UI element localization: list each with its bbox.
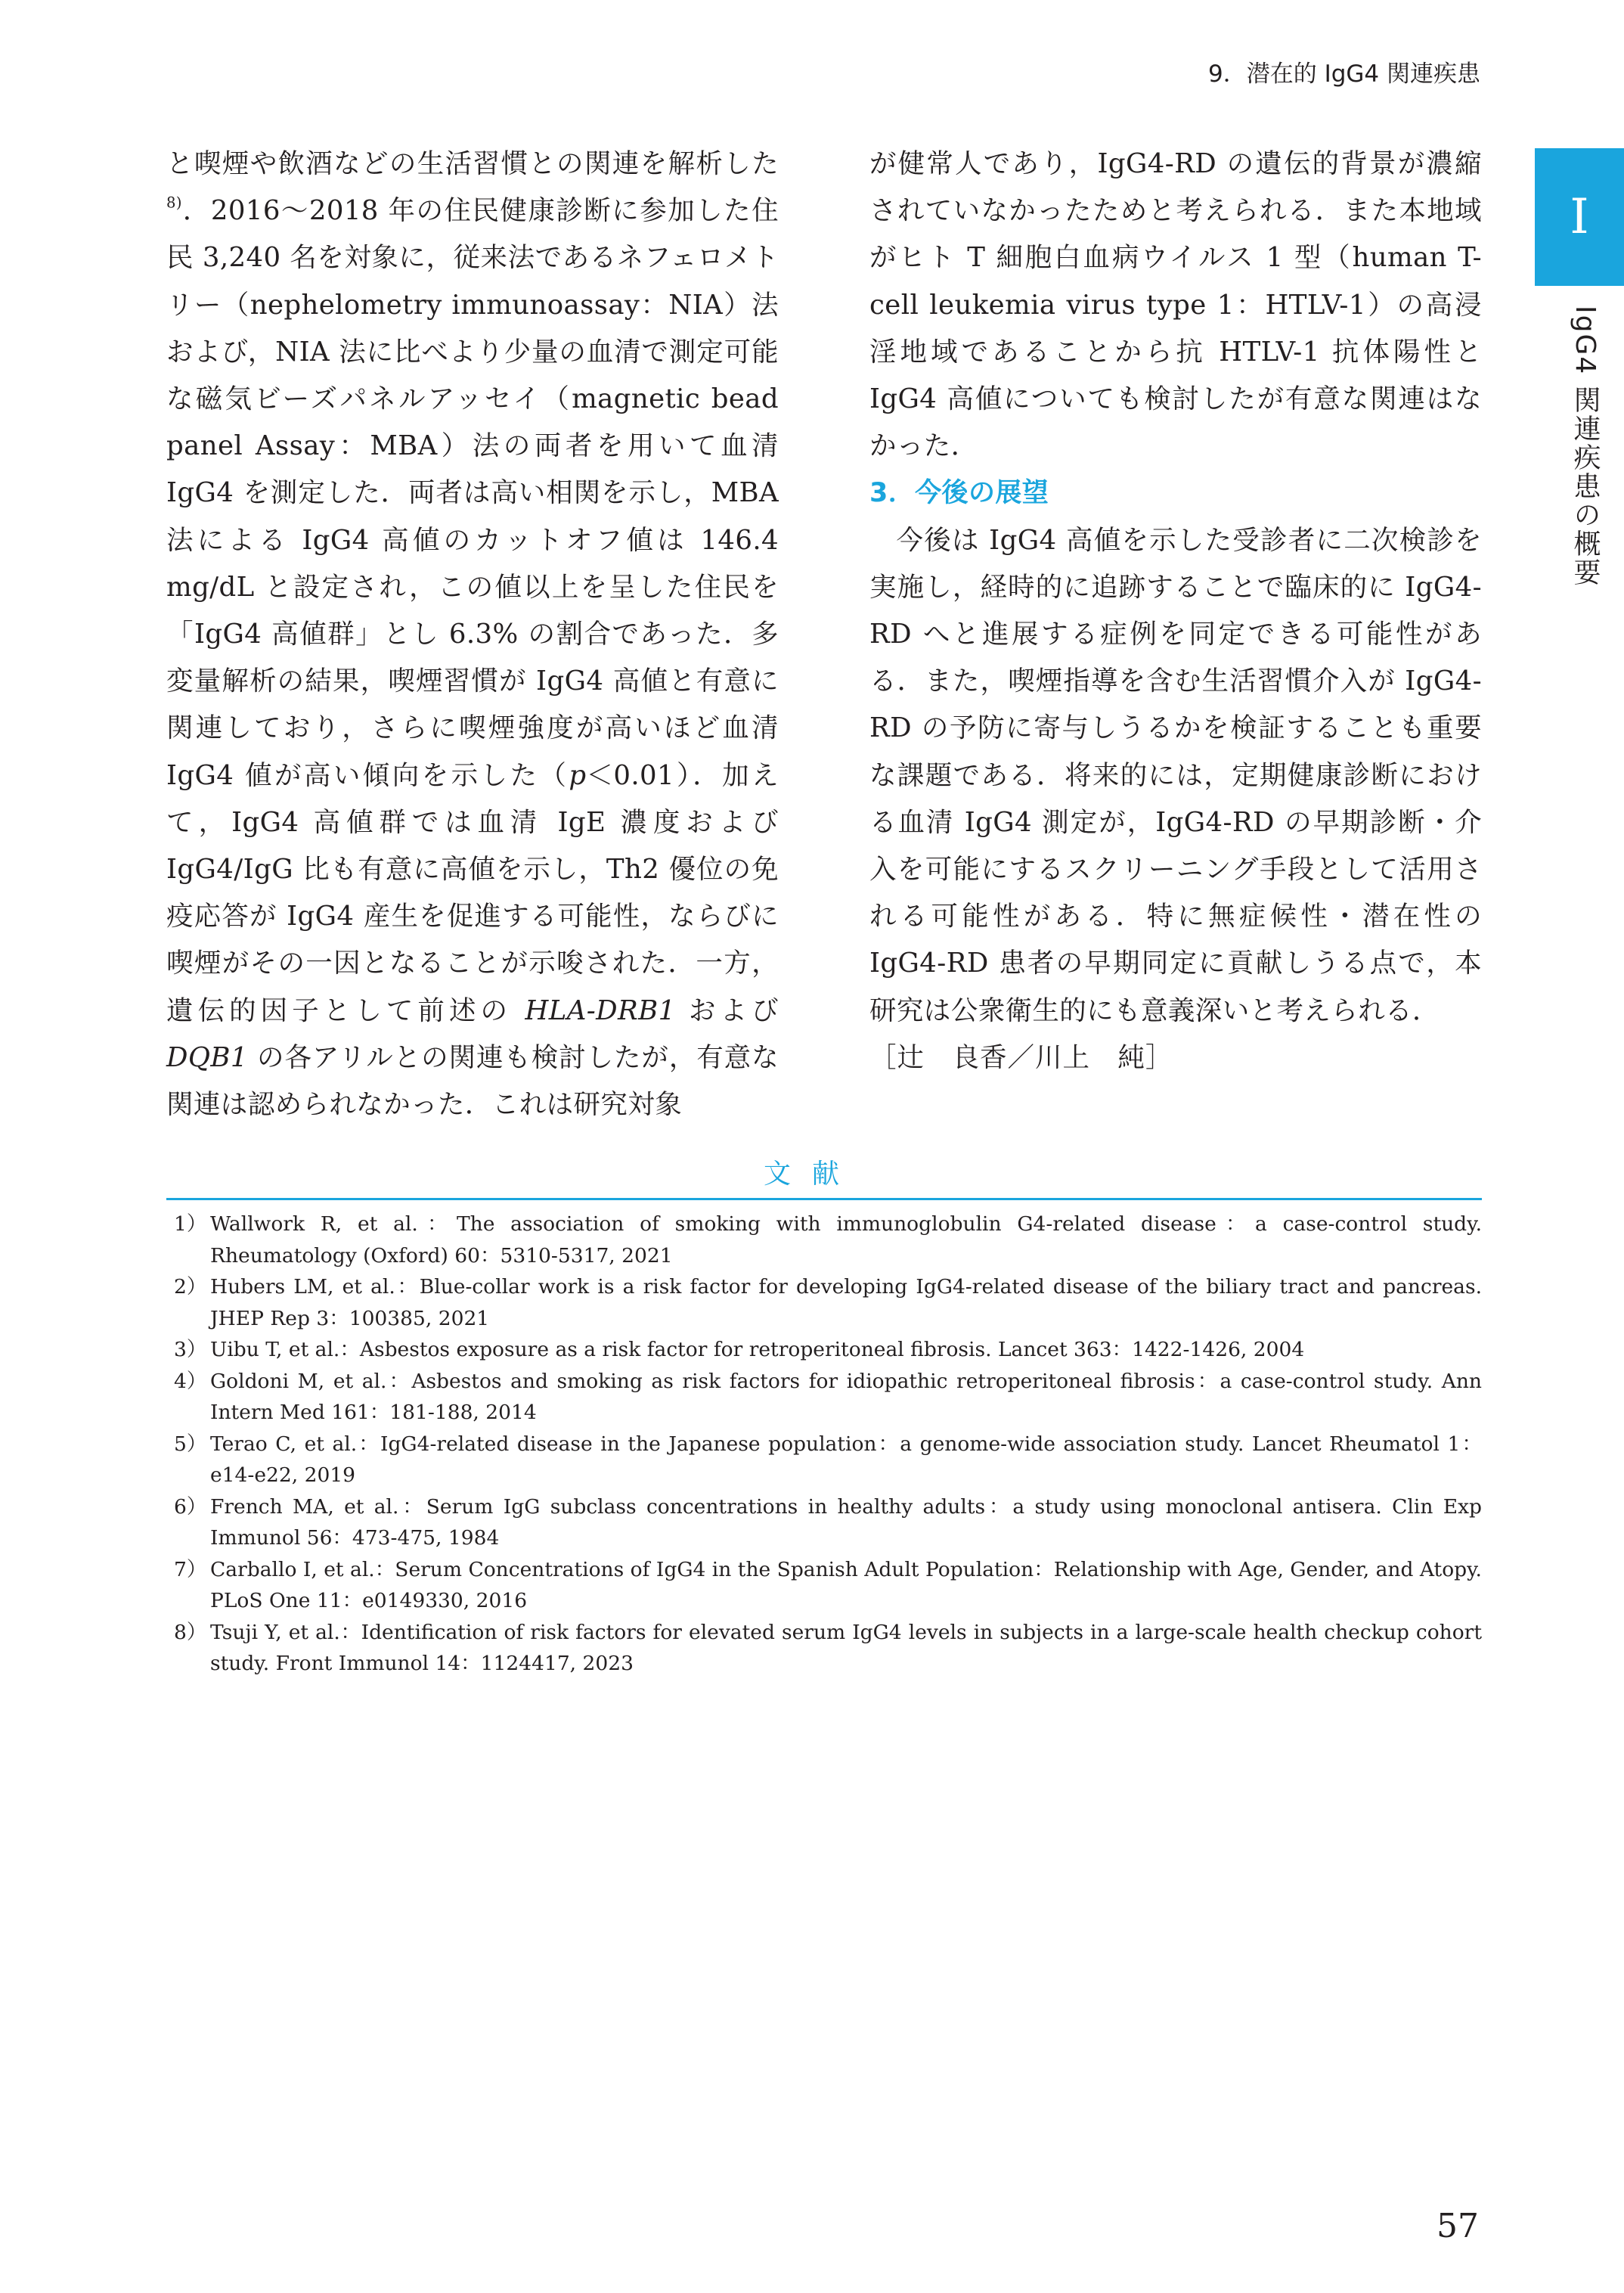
right-column (869, 141, 1482, 1081)
reference-item (166, 1554, 1482, 1617)
reference-text: French MA, et al.：Serum IgG subclass concentrations in healthy adults：a study using monoclonal antisera. Clin Exp Immunol 56：473-475, 1984 (210, 1494, 1482, 1550)
reference-number: 4） (174, 1369, 207, 1393)
text-run: の各アリルとの関連も検討したが，有意な関連は認められなかった．これは研究対象 (166, 1041, 779, 1121)
italic-p: p (569, 759, 587, 791)
chapter-tab (1535, 148, 1624, 286)
reference-item (166, 1209, 1482, 1271)
reference-item (166, 1271, 1482, 1334)
reference-text: Tsuji Y, et al.：Identification of risk factors for elevated serum IgG4 levels in subjects in a large-scale health checkup cohort study. Front Immunol 14：1124417, 2023 (210, 1620, 1482, 1675)
reference-item (166, 1366, 1482, 1429)
right-paragraph-1: が健常人であり，IgG4-RD の遺伝的背景が濃縮されていなかったためと考えられる．また本地域がヒト T 細胞白血病ウイルス 1 型（human T-cell leukemia virus type 1：HTLV-1）の高浸淫地域であることから抗 HTLV-1 抗体陽性と IgG4 高値についても検討したが有意な関連はなかった． (869, 148, 1482, 462)
author-credit: ［辻 良香／川上 純］ (869, 1041, 1173, 1073)
reference-item (166, 1617, 1482, 1680)
reference-number: 5） (174, 1432, 207, 1456)
reference-number: 1） (174, 1212, 207, 1236)
text-run: ．2016～2018 年の住民健康診断に参加した住民 3,240 名を対象に，従来法であるネフェロメトリー（nephelometry immunoassay：NIA）法および，NIA 法に比べより少量の血清で測定可能な磁気ビーズパネルアッセイ（magnetic bead panel Assay：MBA）法の両者を用いて血清 IgG4 を測定した．両者は高い相関を示し，MBA 法による IgG4 高値のカットオフ値は 146.4 mg/dL と設定され，この値以上を呈した住民を「IgG4 高値群」とし 6.3% の割合であった．多変量解析の結果，喫煙習慣が IgG4 高値と有意に関連しており，さらに喫煙強度が高いほど血清 IgG4 値が高い傾向を示した（ (166, 195, 779, 791)
text-run: と喫煙や飲酒などの生活習慣との関連を解析した (166, 148, 779, 179)
reference-text: Carballo I, et al.：Serum Concentrations of IgG4 in the Spanish Adult Population：Relationship with Age, Gender, and Atopy. PLoS One 11：e0149330, 2016 (210, 1557, 1482, 1612)
references-title: 文献 (763, 1159, 860, 1190)
chapter-side-label: IgG4 関連疾患の概要 (1570, 306, 1601, 587)
gene-dqb1: DQB1 (166, 1041, 248, 1073)
reference-text: Hubers LM, et al.：Blue-collar work is a risk factor for developing IgG4-related disease of the biliary tract and pancreas. JHEP Rep 3：100385, 2021 (210, 1275, 1482, 1330)
reference-number: 2） (174, 1275, 207, 1299)
reference-number: 3） (174, 1338, 207, 1361)
gene-hla-drb1: HLA-DRB1 (525, 994, 676, 1026)
reference-item (166, 1429, 1482, 1491)
running-head: 9．潜在的 IgG4 関連疾患 (1208, 61, 1480, 88)
page-number: 57 (1436, 2207, 1479, 2245)
left-column (166, 141, 779, 1128)
right-paragraph-2: 今後は IgG4 高値を示した受診者に二次検診を実施し，経時的に追跡することで臨床的に IgG4-RD へと進展する症例を同定できる可能性がある．また，喫煙指導を含む生活習慣介入が IgG4-RD の予防に寄与しうるかを検証することも重要な課題である．将来的には，定期健康診断における血清 IgG4 測定が，IgG4-RD の早期診断・介入を可能にするスクリーニング手段として活用される可能性がある．特に無症候性・潜在性の IgG4-RD 患者の早期同定に貢献しうる点で，本研究は公衆衛生的にも意義深いと考えられる． (869, 524, 1482, 1026)
references-divider (166, 1198, 1482, 1200)
reference-item (166, 1491, 1482, 1554)
reference-number: 8） (174, 1620, 207, 1644)
citation-superscript: 8) (166, 194, 182, 212)
references-list (166, 1209, 1482, 1680)
reference-item (166, 1334, 1482, 1366)
reference-text: Wallwork R, et al.：The association of smoking with immunoglobulin G4-related disease：a case-control study. Rheumatology (Oxford) 60：5310-5317, 2021 (210, 1212, 1482, 1268)
text-run: および (675, 994, 779, 1026)
chapter-tab-numeral: I (1570, 189, 1589, 245)
text-run: ＜0.01）．加えて，IgG4 高値群では血清 IgE 濃度および IgG4/IgG 比も有意に高値を示し，Th2 優位の免疫応答が IgG4 産生を促進する可能性，ならびに喫煙がその一因となることが示唆された．一方，遺伝的因子として前述の (166, 759, 779, 1026)
reference-number: 6） (174, 1494, 207, 1519)
section-heading: 3．今後の展望 (869, 478, 1049, 509)
reference-text: Goldoni M, et al.：Asbestos and smoking as risk factors for idiopathic retroperitoneal fibrosis：a case-control study. Ann Intern Med 161：181-188, 2014 (210, 1369, 1482, 1424)
reference-text: Uibu T, et al.：Asbestos exposure as a risk factor for retroperitoneal fibrosis. Lancet 363：1422-1426, 2004 (210, 1338, 1305, 1361)
reference-number: 7） (174, 1557, 207, 1581)
left-paragraph (166, 141, 779, 1128)
reference-text: Terao C, et al.：IgG4-related disease in the Japanese population：a genome-wide association study. Lancet Rheumatol 1：e14-e22, 2019 (210, 1432, 1482, 1487)
